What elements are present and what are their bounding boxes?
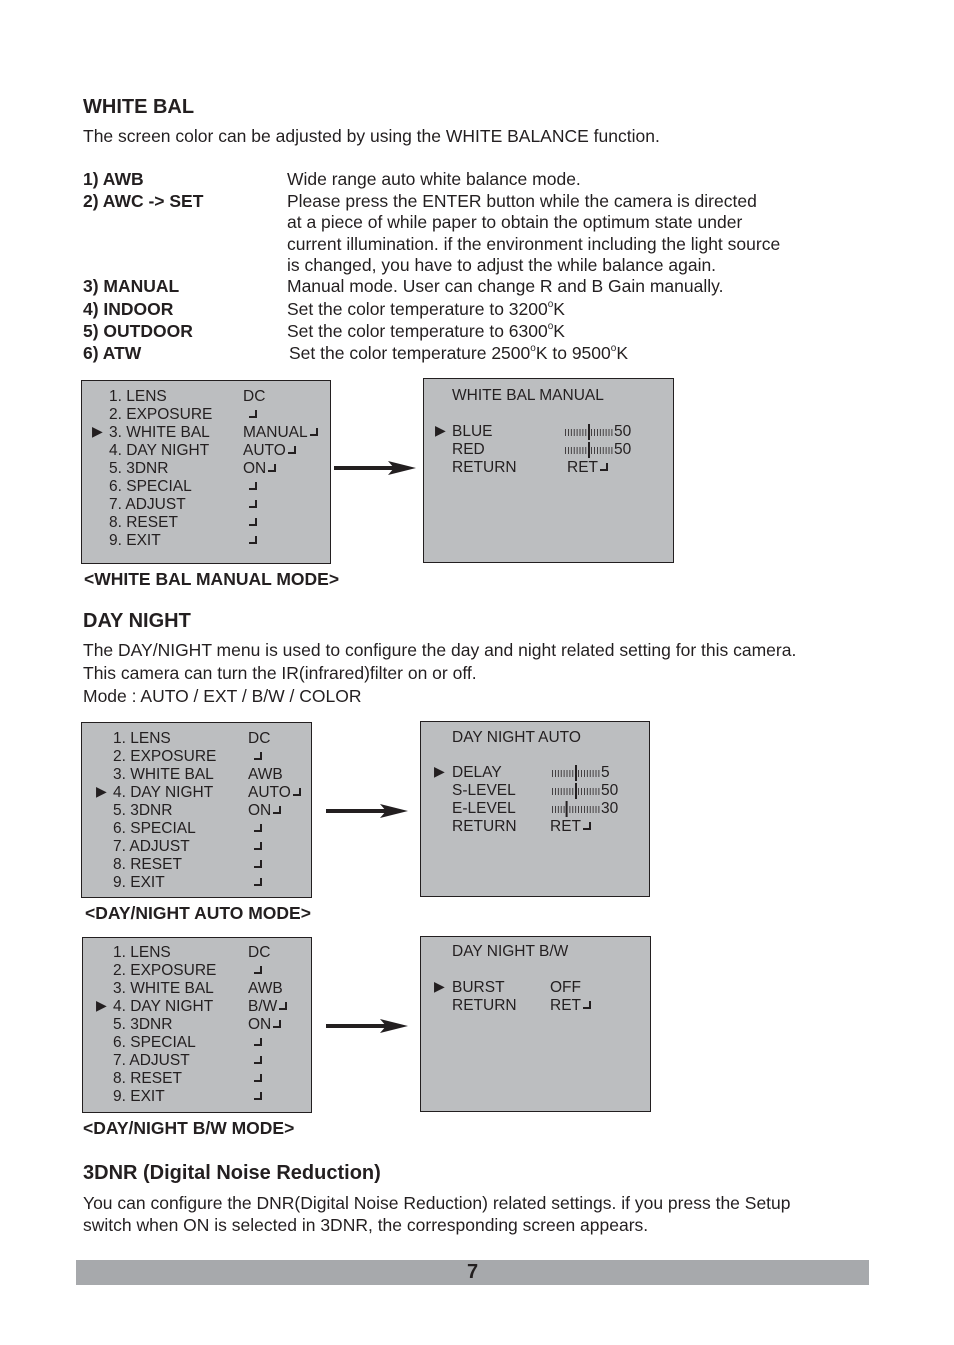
day-night-auto-caption: <DAY/NIGHT AUTO MODE> [85, 903, 311, 923]
submenu-cursor-icon: ▶ [435, 422, 446, 438]
menu-cursor-icon: ▶ [92, 423, 103, 439]
submenu-item[interactable]: RETURN [452, 818, 517, 835]
mode-desc-indoor: Set the color temperature to 3200$^o$K [287, 298, 565, 319]
menu-item[interactable]: 2. EXPOSURE [113, 962, 217, 979]
menu-item[interactable]: 1. LENS [109, 388, 167, 405]
submenu-item-value: 30 [601, 800, 619, 817]
submenu-item-value: OFF [550, 979, 581, 996]
menu-item-value [252, 1034, 262, 1052]
menu-item[interactable]: 2. EXPOSURE [109, 406, 213, 423]
menu-item[interactable]: 4. DAY NIGHT [113, 784, 214, 801]
white-bal-intro: The screen color can be adjusted by using the WHITE BALANCE function. [83, 126, 660, 146]
level-slider[interactable] [564, 423, 614, 441]
menu-item-value: AUTO [248, 784, 301, 802]
submenu-title: DAY NIGHT AUTO [452, 729, 581, 746]
menu-item[interactable]: 7. ADJUST [109, 496, 186, 513]
menu-item-value [252, 748, 262, 766]
submenu-cursor-icon: ▶ [434, 763, 445, 779]
submenu-item-value: 5 [601, 764, 610, 781]
enter-return-icon [249, 482, 257, 490]
right-arrow-icon [334, 460, 416, 476]
enter-return-icon [254, 842, 262, 850]
submenu-item-value: RET [550, 997, 591, 1015]
menu-item-value: AWB [248, 980, 283, 997]
menu-item[interactable]: 9. EXIT [109, 532, 161, 549]
enter-return-icon [288, 446, 296, 454]
menu-item[interactable]: 9. EXIT [113, 874, 165, 891]
menu-item-value: DC [243, 388, 266, 405]
submenu-item[interactable]: BURST [452, 979, 505, 996]
enter-return-icon [249, 536, 257, 544]
enter-return-icon [254, 860, 262, 868]
submenu-screen [420, 936, 651, 1112]
submenu-item-value: 50 [614, 441, 632, 458]
menu-item[interactable]: 8. RESET [113, 856, 182, 873]
enter-return-icon [254, 752, 262, 760]
menu-item-value [252, 1088, 262, 1106]
level-slider[interactable] [551, 764, 601, 782]
menu-item-value: DC [248, 944, 271, 961]
day-night-heading: DAY NIGHT [83, 610, 191, 632]
mode-desc-manual: Manual mode. User can change R and B Gain manually. [287, 276, 724, 296]
level-slider[interactable] [551, 800, 601, 818]
dnr-heading: 3DNR (Digital Noise Reduction) [83, 1162, 381, 1184]
enter-return-icon [254, 1056, 262, 1064]
mode-label-indoor: 4) INDOOR [83, 298, 174, 319]
menu-cursor-icon: ▶ [96, 783, 107, 799]
menu-item-value [247, 478, 257, 496]
menu-cursor-icon: ▶ [96, 997, 107, 1013]
mode-desc-outdoor: Set the color temperature to 6300$^o$K [287, 320, 565, 341]
enter-return-icon [254, 1038, 262, 1046]
enter-return-icon [273, 1020, 281, 1028]
enter-return-icon [268, 464, 276, 472]
menu-item-value [252, 838, 262, 856]
menu-item[interactable]: 3. WHITE BAL [113, 766, 214, 783]
submenu-screen [423, 378, 674, 563]
submenu-item-value: 50 [614, 423, 632, 440]
menu-item[interactable]: 3. WHITE BAL [113, 980, 214, 997]
mode-label-manual: 3) MANUAL [83, 276, 180, 296]
menu-item[interactable]: 4. DAY NIGHT [113, 998, 214, 1015]
menu-item[interactable]: 6. SPECIAL [109, 478, 192, 495]
menu-item[interactable]: 5. 3DNR [109, 460, 169, 477]
enter-return-icon [254, 824, 262, 832]
day-night-intro: The DAY/NIGHT menu is used to configure the day and night related setting for this camera. This camera can turn the IR(infrared)filter on or off. Mode : AUTO / EXT / B/W / COLOR [83, 640, 797, 706]
submenu-item[interactable]: RED [452, 441, 485, 458]
menu-item[interactable]: 9. EXIT [113, 1088, 165, 1105]
menu-item-value [247, 514, 257, 532]
enter-return-icon [279, 1002, 287, 1010]
submenu-screen [420, 721, 650, 897]
menu-item[interactable]: 6. SPECIAL [113, 1034, 196, 1051]
right-arrow-icon [326, 1018, 408, 1034]
day-night-bw-caption: <DAY/NIGHT B/W MODE> [83, 1118, 295, 1138]
mode-desc-awb: Wide range auto white balance mode. [287, 169, 581, 189]
page-number: 7 [466, 1261, 479, 1283]
main-menu-screen [81, 722, 312, 898]
enter-return-icon [310, 428, 318, 436]
submenu-cursor-icon: ▶ [434, 978, 445, 994]
level-slider[interactable] [551, 782, 601, 800]
submenu-item[interactable]: E-LEVEL [452, 800, 516, 817]
main-menu-screen [81, 380, 331, 564]
menu-item-value [247, 496, 257, 514]
submenu-item-value: RET [550, 818, 591, 836]
menu-item-value: ON [243, 460, 276, 478]
menu-item[interactable]: 8. RESET [113, 1070, 182, 1087]
mode-label-awc: 2) AWC -> SET [83, 190, 204, 211]
level-slider[interactable] [564, 441, 614, 459]
menu-item-value [247, 406, 257, 424]
menu-item[interactable]: 6. SPECIAL [113, 820, 196, 837]
enter-return-icon [273, 806, 281, 814]
page-footer-bar [76, 1260, 869, 1285]
menu-item[interactable]: 5. 3DNR [113, 802, 173, 819]
menu-item-value [252, 874, 262, 892]
menu-item-value [252, 962, 262, 980]
enter-return-icon [254, 966, 262, 974]
enter-return-icon [293, 788, 301, 796]
menu-item-value: MANUAL [243, 424, 318, 442]
submenu-item-value: 50 [601, 782, 619, 799]
white-bal-heading: WHITE BAL [83, 96, 195, 118]
menu-item-value: AUTO [243, 442, 296, 460]
menu-item-value [252, 1070, 262, 1088]
right-arrow-icon [326, 803, 408, 819]
menu-item[interactable]: 1. LENS [113, 944, 171, 961]
menu-item[interactable]: 7. ADJUST [113, 838, 190, 855]
submenu-title: DAY NIGHT B/W [452, 943, 569, 960]
menu-item-value [252, 856, 262, 874]
menu-item-value [252, 820, 262, 838]
mode-desc-awc: Please press the ENTER button while the camera is directed at a piece of while paper to obtain the optimum state under current illumination. if the environment including the light source is changed, you have to adjust the while balance again. [287, 190, 781, 275]
enter-return-icon [254, 1074, 262, 1082]
enter-return-icon [583, 1001, 591, 1009]
enter-return-icon [249, 518, 257, 526]
mode-desc-atw: Set the color temperature 2500$^o$K to 9500$^o$K [289, 342, 628, 363]
enter-return-icon [254, 1092, 262, 1100]
mode-label-outdoor: 5) OUTDOOR [83, 320, 193, 341]
mode-label-awb: 1) AWB [83, 169, 144, 189]
menu-item-value: AWB [248, 766, 283, 783]
menu-item[interactable]: 7. ADJUST [113, 1052, 190, 1069]
dnr-description: You can configure the DNR(Digital Noise Reduction) related settings. if you press the Setup switch when ON is selected in 3DNR, the corresponding screen appears. [83, 1193, 791, 1235]
submenu-item[interactable]: RETURN [452, 997, 517, 1014]
submenu-item[interactable]: RETURN [452, 459, 517, 476]
main-menu-screen [82, 937, 312, 1113]
menu-item-value: ON [248, 802, 281, 820]
enter-return-icon [249, 410, 257, 418]
enter-return-icon [254, 878, 262, 886]
menu-item[interactable]: 2. EXPOSURE [113, 748, 217, 765]
menu-item-value: DC [248, 730, 271, 747]
menu-item-value [252, 1052, 262, 1070]
menu-item[interactable]: 5. 3DNR [113, 1016, 173, 1033]
submenu-item-value: RET [567, 459, 608, 477]
submenu-item[interactable]: S-LEVEL [452, 782, 516, 799]
menu-item-value: B/W [248, 998, 287, 1016]
menu-item-value: ON [248, 1016, 281, 1034]
white-bal-manual-caption: <WHITE BAL MANUAL MODE> [84, 569, 340, 589]
enter-return-icon [249, 500, 257, 508]
enter-return-icon [583, 822, 591, 830]
submenu-item[interactable]: BLUE [452, 423, 493, 440]
mode-label-atw: 6) ATW [83, 342, 142, 363]
menu-item[interactable]: 3. WHITE BAL [109, 424, 210, 441]
menu-item[interactable]: 1. LENS [113, 730, 171, 747]
enter-return-icon [600, 463, 608, 471]
submenu-item[interactable]: DELAY [452, 764, 502, 781]
menu-item-value [247, 532, 257, 550]
menu-item[interactable]: 8. RESET [109, 514, 178, 531]
submenu-title: WHITE BAL MANUAL [452, 387, 604, 404]
menu-item[interactable]: 4. DAY NIGHT [109, 442, 210, 459]
